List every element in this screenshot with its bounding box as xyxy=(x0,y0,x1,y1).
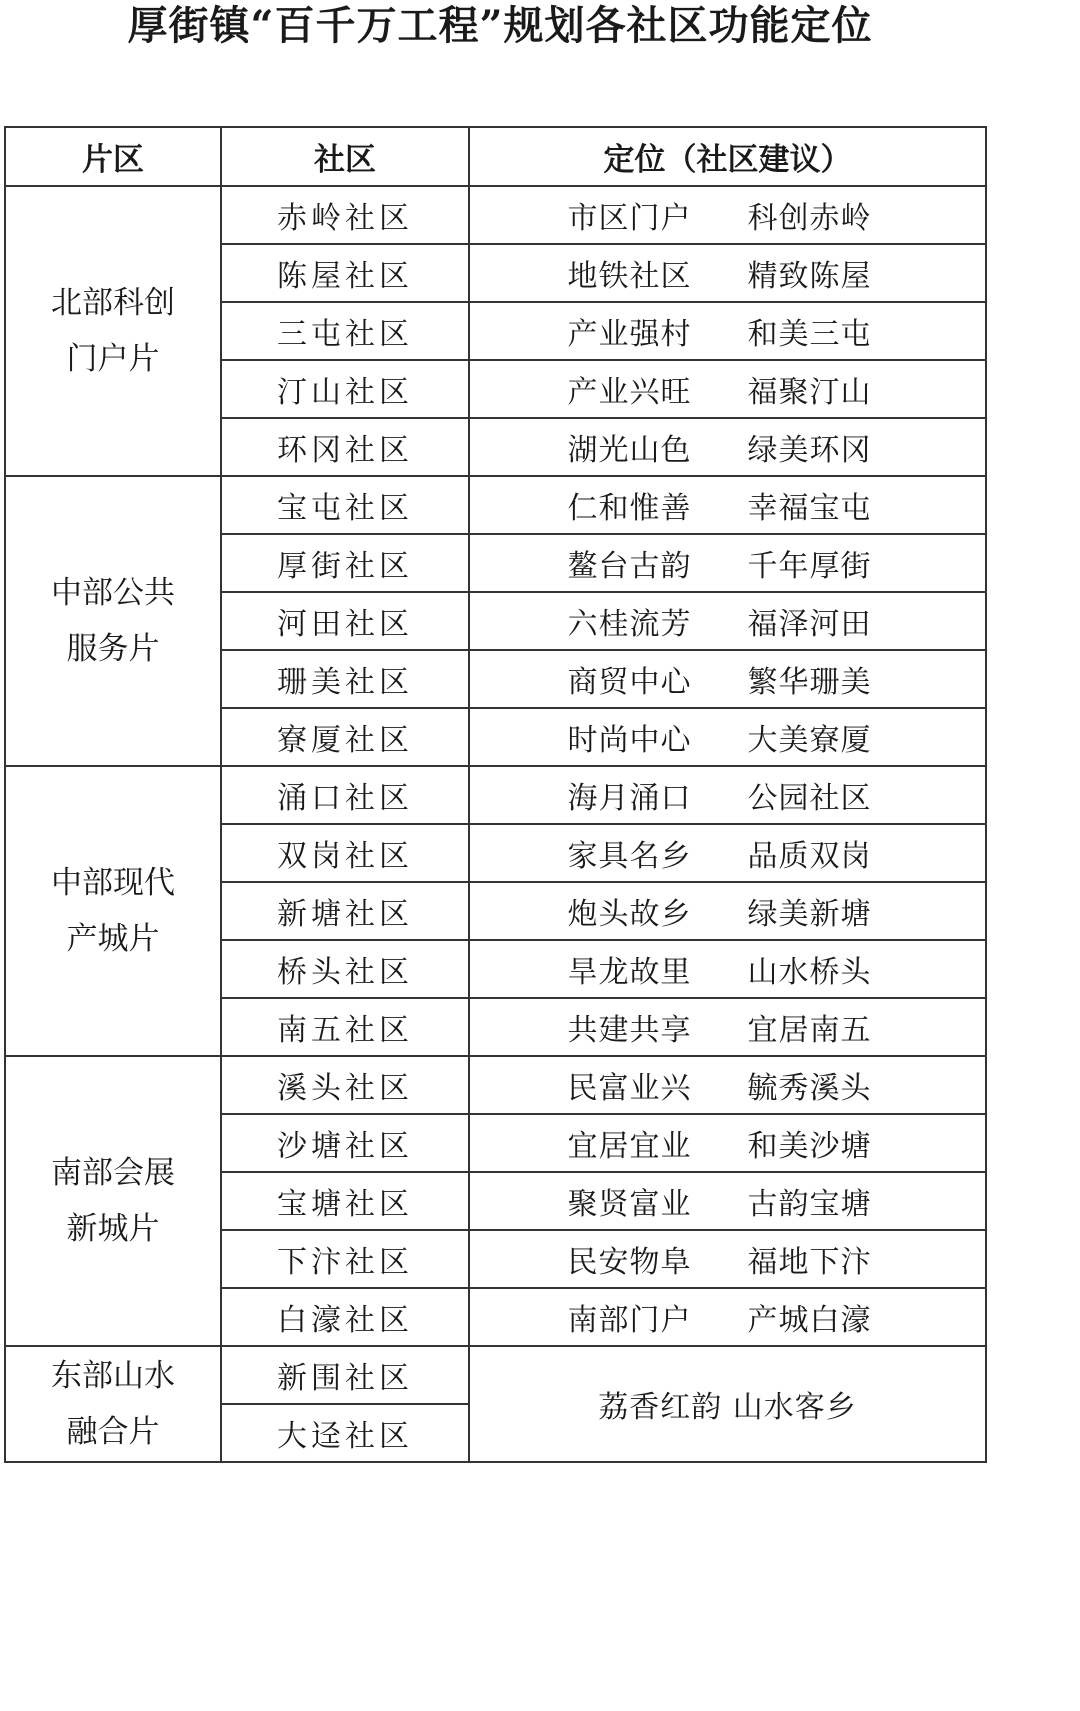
position-cell xyxy=(469,940,986,998)
position-slogan-1: 商贸中心 xyxy=(567,665,692,700)
community-name: 桥头社区 xyxy=(221,940,469,998)
position-slogan-2: 大美寮厦 xyxy=(747,723,872,758)
position-slogan-2: 福聚汀山 xyxy=(747,375,872,410)
position-slogan-2: 福泽河田 xyxy=(747,607,872,642)
community-name: 寮厦社区 xyxy=(221,708,469,766)
position-slogan-1: 鳌台古韵 xyxy=(567,549,692,584)
position-slogan-1: 聚贤富业 xyxy=(567,1187,692,1222)
position-slogan-1: 南部门户 xyxy=(567,1303,692,1338)
area-cell xyxy=(5,1056,221,1346)
community-name: 陈屋社区 xyxy=(221,244,469,302)
community-name: 白濠社区 xyxy=(221,1288,469,1346)
position-slogan-2: 绿美环冈 xyxy=(747,433,872,468)
position-slogan-1: 民安物阜 xyxy=(567,1245,692,1280)
position-slogan-1: 湖光山色 xyxy=(567,433,692,468)
position-slogan-2: 科创赤岭 xyxy=(747,201,872,236)
community-name: 新围社区 xyxy=(221,1346,469,1404)
community-name: 环冈社区 xyxy=(221,418,469,476)
area-name-line1: 中部公共 xyxy=(51,575,175,611)
position-slogan-1: 产业兴旺 xyxy=(567,375,692,410)
area-name-line1: 南部会展 xyxy=(51,1155,175,1191)
header-community: 社区 xyxy=(221,127,469,186)
community-name: 溪头社区 xyxy=(221,1056,469,1114)
header-position: 定位（社区建议） xyxy=(469,127,986,186)
position-cell xyxy=(469,1056,986,1114)
community-name: 下汴社区 xyxy=(221,1230,469,1288)
position-slogan-1: 仁和惟善 xyxy=(567,491,692,526)
area-cell xyxy=(5,186,221,476)
community-name: 赤岭社区 xyxy=(221,186,469,244)
position-cell xyxy=(469,650,986,708)
position-slogan-1: 市区门户 xyxy=(567,201,692,236)
position-cell xyxy=(469,592,986,650)
area-cell xyxy=(5,1346,221,1462)
area-name-line2: 新城片 xyxy=(66,1211,160,1247)
position-slogan-1: 宜居宜业 xyxy=(567,1129,692,1164)
merged-position-cell: 荔香红韵 山水客乡 xyxy=(469,1346,986,1462)
community-name: 宝塘社区 xyxy=(221,1172,469,1230)
area-name-line2: 门户片 xyxy=(66,341,160,377)
position-slogan-2: 毓秀溪头 xyxy=(747,1071,872,1106)
community-name: 珊美社区 xyxy=(221,650,469,708)
area-name-line2: 融合片 xyxy=(66,1414,160,1450)
position-slogan-2: 精致陈屋 xyxy=(747,259,872,294)
position-slogan-1: 地铁社区 xyxy=(567,259,692,294)
community-name: 厚街社区 xyxy=(221,534,469,592)
area-cell xyxy=(5,766,221,1056)
community-name: 河田社区 xyxy=(221,592,469,650)
community-name: 新塘社区 xyxy=(221,882,469,940)
community-name: 沙塘社区 xyxy=(221,1114,469,1172)
position-slogan-2: 和美三屯 xyxy=(747,317,872,352)
table-row xyxy=(5,476,986,534)
position-cell xyxy=(469,1288,986,1346)
position-cell xyxy=(469,708,986,766)
position-slogan-2: 千年厚街 xyxy=(747,549,872,584)
position-slogan-2: 品质双岗 xyxy=(747,839,872,874)
position-slogan-2: 福地下汴 xyxy=(747,1245,872,1280)
position-slogan-1: 民富业兴 xyxy=(567,1071,692,1106)
position-slogan-2: 产城白濠 xyxy=(747,1303,872,1338)
position-slogan-2: 宜居南五 xyxy=(747,1013,872,1048)
position-slogan-1: 共建共享 xyxy=(567,1013,692,1048)
header-area: 片区 xyxy=(5,127,221,186)
position-slogan-1: 炮头故乡 xyxy=(567,897,692,932)
area-name-line2: 产城片 xyxy=(66,921,160,957)
community-positioning-table xyxy=(4,126,987,1463)
position-slogan-2: 公园社区 xyxy=(747,781,872,816)
position-slogan-2: 幸福宝屯 xyxy=(747,491,872,526)
position-cell xyxy=(469,882,986,940)
table-row xyxy=(5,186,986,244)
position-slogan-2: 古韵宝塘 xyxy=(747,1187,872,1222)
position-cell xyxy=(469,302,986,360)
position-slogan-2: 绿美新塘 xyxy=(747,897,872,932)
community-name: 大迳社区 xyxy=(221,1404,469,1462)
position-cell xyxy=(469,766,986,824)
community-name: 宝屯社区 xyxy=(221,476,469,534)
community-name: 汀山社区 xyxy=(221,360,469,418)
page-title: 厚街镇“百千万工程”规划各社区功能定位 xyxy=(127,2,873,49)
position-cell xyxy=(469,998,986,1056)
table-row xyxy=(5,1346,986,1404)
community-name: 三屯社区 xyxy=(221,302,469,360)
position-slogan-1: 产业强村 xyxy=(567,317,692,352)
area-name-line1: 中部现代 xyxy=(51,865,175,901)
position-slogan-1: 时尚中心 xyxy=(567,723,692,758)
community-name: 涌口社区 xyxy=(221,766,469,824)
community-name: 南五社区 xyxy=(221,998,469,1056)
position-cell xyxy=(469,534,986,592)
table-row xyxy=(5,1056,986,1114)
area-name-line1: 北部科创 xyxy=(51,285,175,321)
position-slogan-2: 繁华珊美 xyxy=(747,665,872,700)
table-row xyxy=(5,766,986,824)
area-cell xyxy=(5,476,221,766)
position-cell xyxy=(469,476,986,534)
position-cell xyxy=(469,824,986,882)
table-header-row xyxy=(5,127,986,186)
position-cell xyxy=(469,244,986,302)
position-slogan-2: 山水桥头 xyxy=(747,955,872,990)
position-cell xyxy=(469,1172,986,1230)
position-cell xyxy=(469,1114,986,1172)
community-name: 双岗社区 xyxy=(221,824,469,882)
area-name-line1: 东部山水 xyxy=(51,1358,175,1394)
position-cell xyxy=(469,418,986,476)
area-name-line2: 服务片 xyxy=(66,631,160,667)
position-slogan-2: 和美沙塘 xyxy=(747,1129,872,1164)
position-slogan-1: 海月涌口 xyxy=(567,781,692,816)
position-cell xyxy=(469,186,986,244)
position-cell xyxy=(469,360,986,418)
position-slogan-1: 家具名乡 xyxy=(567,839,692,874)
position-slogan-1: 旱龙故里 xyxy=(567,955,692,990)
position-slogan-1: 六桂流芳 xyxy=(567,607,692,642)
position-cell xyxy=(469,1230,986,1288)
